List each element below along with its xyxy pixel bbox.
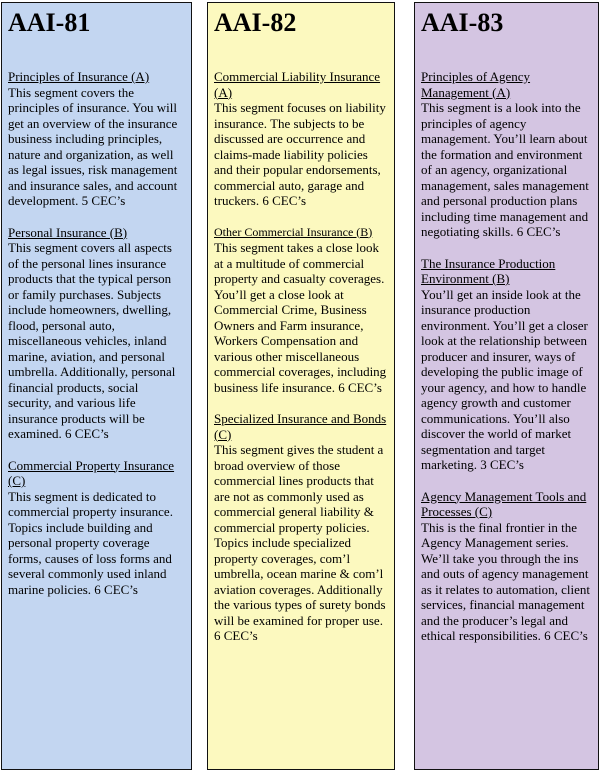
segment-title: Principles of Agency Management (A) xyxy=(421,69,531,100)
segment-personal-insurance xyxy=(8,225,185,442)
course-title: AAI-82 xyxy=(214,8,297,37)
segment-description: This segment is dedicated to commercial property insurance. Topics include building and personal property coverage forms, causes of loss forms and several commonly used inland marine policies. 6 CEC’s xyxy=(8,488,173,597)
segment-commercial-property-insurance xyxy=(8,458,185,598)
segment-title: Commercial Property Insurance (C) xyxy=(8,457,175,488)
segment-specialized-insurance-and-bonds xyxy=(214,411,388,644)
segment-title: Principles of Insurance (A) xyxy=(8,69,150,84)
course-column-aai-81 xyxy=(1,2,192,770)
course-column-aai-83 xyxy=(414,2,599,770)
segment-description: This segment gives the student a broad overview of those commercial lines products that are not as commonly used as commercial general liability & commercial property policies. Topics include specialized property coverages, com’l umbrella, ocean marine & com’l aviation coverages. Additionally the various types of surety bonds will be examined for proper use. 6 CEC’s xyxy=(214,442,386,643)
segment-title: Other Commercial Insurance (B) xyxy=(214,224,373,239)
course-title: AAI-81 xyxy=(8,8,91,37)
segment-description: This segment focuses on liability insurance. The subjects to be discussed are occurrence and claims-made liability policies and their popular endorsements, commercial auto, garage and truckers. 6 CEC’s xyxy=(214,100,386,208)
segment-title: Personal Insurance (B) xyxy=(8,224,128,240)
segment-title: Agency Management Tools and Processes (C) xyxy=(421,488,587,519)
segment-description: This segment takes a close look at a multitude of commercial property and casualty coverages. You’ll get a close look at Commercial Crime, Business Owners and Farm insurance, Workers Compensation and various other miscellaneous commercial coverages, including business life insurance. 6 CEC’s xyxy=(214,240,387,395)
segment-title: Commercial Liability Insurance (A) xyxy=(214,69,381,100)
segment-insurance-production-environment xyxy=(421,256,592,473)
segment-commercial-liability-insurance xyxy=(214,69,388,209)
segment-description: This segment is a look into the principles of agency management. You’ll learn about the formation and environment of an agency, organizational management, sales management and personal production plans including time management and negotiating skills. 6 CEC’s xyxy=(421,100,589,239)
segment-other-commercial-insurance xyxy=(214,225,388,396)
segment-title: Specialized Insurance and Bonds (C) xyxy=(214,411,387,442)
course-column-aai-82 xyxy=(207,2,395,770)
segment-description: This segment covers the principles of insurance. You will get an overview of the insurance business including principles, nature and organization, as well as legal issues, risk management and insurance sales, and account development. 5 CEC’s xyxy=(8,84,178,208)
segment-description: You’ll get an inside look at the insurance production environment. You’ll get a closer look at the relationship between producer and insurer, ways of developing the public image of your agency, and how to handle agency growth and customer communications. You’ll also discover the world of market segmentation and target marketing. 3 CEC’s xyxy=(421,286,588,472)
segment-principles-of-insurance xyxy=(8,69,185,209)
segment-title: The Insurance Production Environment (B) xyxy=(421,255,556,286)
segment-description: This segment covers all aspects of the personal lines insurance products that the typical person or family purchases. Subjects include homeowners, dwelling, flood, personal auto, miscellaneous vehicles, inland marine, aviation, and personal umbrella. Additionally, personal financial products, social security, and various life insurance products will be examined. 6 CEC’s xyxy=(8,240,176,441)
segment-principles-of-agency-management xyxy=(421,69,592,240)
course-title: AAI-83 xyxy=(421,8,504,37)
segment-agency-management-tools xyxy=(421,489,592,644)
segment-description: This is the final frontier in the Agency Management series. We’ll take you through the ins and outs of agency management as it relates to automation, client services, financial management and the producer’s legal and ethical responsibilities. 6 CEC’s xyxy=(421,519,590,643)
